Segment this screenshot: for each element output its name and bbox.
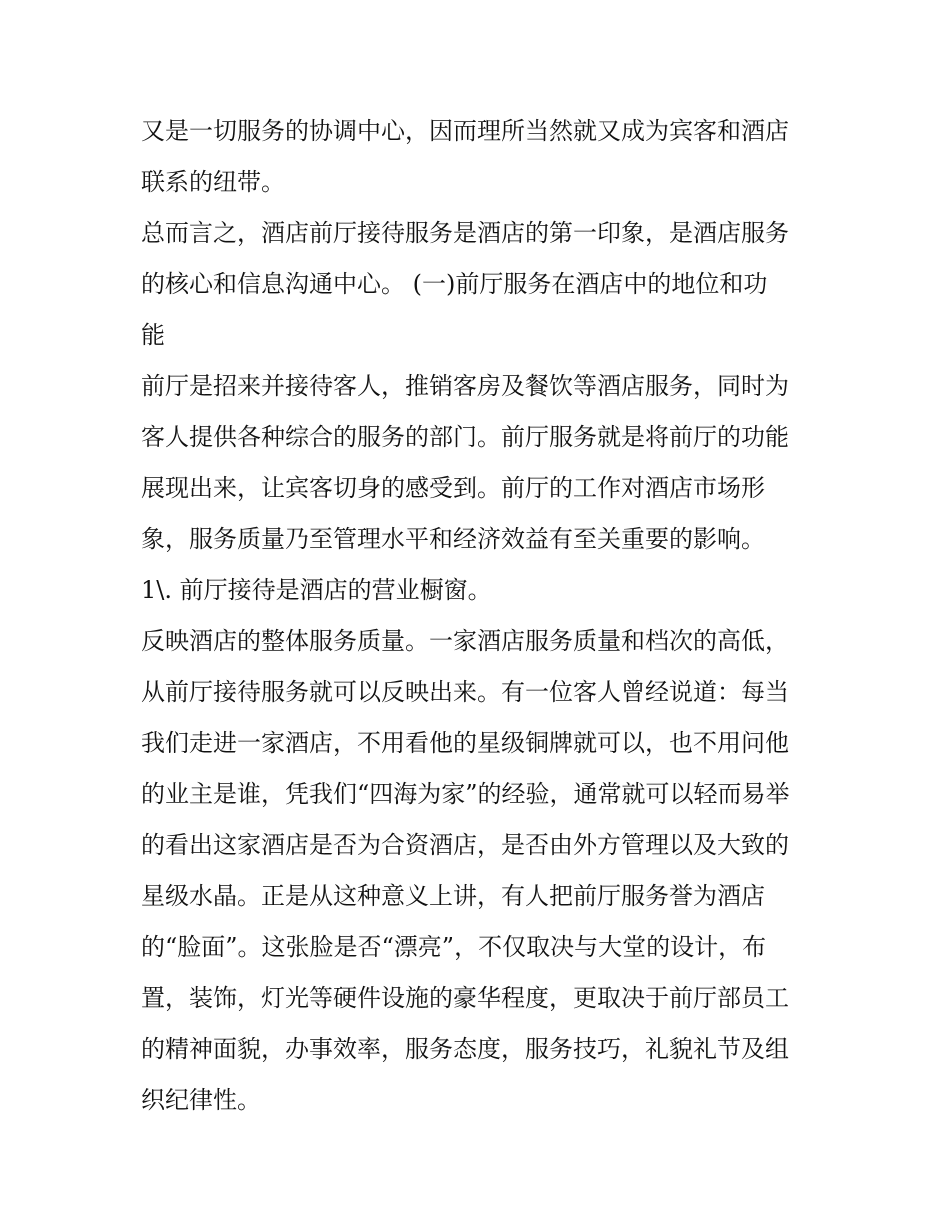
text-line: 客人提供各种综合的服务的部门。前厅服务就是将前厅的功能 — [141, 423, 789, 451]
text-line: 的业主是谁，凭我们“四海为家”的经验，通常就可以轻而易举 — [141, 780, 790, 808]
text-line: 织纪律性。 — [141, 1086, 261, 1114]
text-line: 从前厅接待服务就可以反映出来。有一位客人曾经说道：每当 — [141, 678, 789, 706]
text-line: 的精神面貌，办事效率，服务态度，服务技巧，礼貌礼节及组 — [141, 1035, 789, 1063]
text-line: 的看出这家酒店是否为合资酒店，是否由外方管理以及大致的 — [141, 831, 789, 859]
text-line: 总而言之，酒店前厅接待服务是酒店的第一印象，是酒店服务 — [141, 219, 789, 247]
text-line: 展现出来，让宾客切身的感受到。前厅的工作对酒店市场形 — [141, 474, 765, 502]
text-line: 置，装饰，灯光等硬件设施的豪华程度，更取决于前厅部员工 — [141, 984, 789, 1012]
text-line: 我们走进一家酒店，不用看他的星级铜牌就可以，也不用问他 — [141, 729, 789, 757]
text-line: 的“脸面”。这张脸是否“漂亮”，不仅取决与大堂的设计，布 — [141, 933, 767, 961]
text-line: 1\. 前厅接待是酒店的营业橱窗。 — [141, 576, 492, 604]
text-line: 反映酒店的整体服务质量。一家酒店服务质量和档次的高低， — [141, 627, 789, 655]
text-line: 能 — [141, 321, 165, 349]
text-line: 象，服务质量乃至管理水平和经济效益有至关重要的影响。 — [141, 525, 765, 553]
text-line: 又是一切服务的协调中心，因而理所当然就又成为宾客和酒店 — [141, 117, 789, 145]
text-line: 联系的纽带。 — [141, 168, 285, 196]
text-line: 的核心和信息沟通中心。 (一)前厅服务在酒店中的地位和功 — [141, 270, 768, 298]
text-line: 星级水晶。正是从这种意义上讲，有人把前厅服务誉为酒店 — [141, 882, 765, 910]
text-line: 前厅是招来并接待客人，推销客房及餐饮等酒店服务，同时为 — [141, 372, 789, 400]
document-body — [141, 106, 821, 1126]
